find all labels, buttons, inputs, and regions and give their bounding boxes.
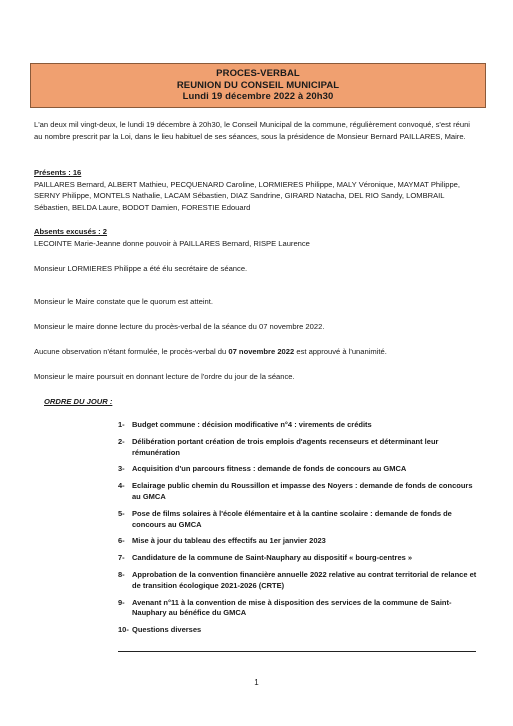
title-line-date: Lundi 19 décembre 2022 à 20h30 xyxy=(182,91,334,102)
approval-line xyxy=(34,346,480,358)
approval-text-after: est approuvé à l'unanimité. xyxy=(294,347,387,356)
agenda-item xyxy=(118,509,480,531)
approval-date: 07 novembre 2022 xyxy=(228,347,295,356)
agenda-item xyxy=(118,598,480,620)
agenda-item xyxy=(118,536,480,547)
agenda-item xyxy=(118,481,480,503)
approval-text-before: Aucune observation n'étant formulée, le procès-verbal du xyxy=(34,347,229,356)
title-banner xyxy=(30,63,486,108)
agenda-item-text: Eclairage public chemin du Roussillon et impasse des Noyers : demande de fonds de concours au GMCA xyxy=(132,481,473,501)
presents-names: PAILLARES Bernard, ALBERT Mathieu, PECQUENARD Caroline, LORMIERES Philippe, MALY Véronique, MAYMAT Philippe, SERNY Philippe, MONTELS Nathalie, LACAM Sébastien, DIAZ Sandrine, GIRARD Natacha, DEL RIO Sandy, LOMBRAIL Sébastien, BELDA Laure, BODOT Damien, FORESTIE Edouard xyxy=(34,179,460,212)
agenda-item-number: 1- xyxy=(118,420,125,429)
agenda-item xyxy=(118,570,480,592)
agenda-item-text: Approbation de la convention financière annuelle 2022 relative au contrat territorial de relance et de transition écologique 2021-2026 (CRTE) xyxy=(132,569,477,590)
agenda-item-number: 6- xyxy=(118,536,125,546)
presents-label: Présents : 16 xyxy=(34,168,82,177)
lecture-line: Monsieur le maire donne lecture du procès-verbal de la séance du 07 novembre 2022. xyxy=(34,322,325,331)
agenda-item xyxy=(118,553,480,564)
title-line-reunion: REUNION DU CONSEIL MUNICIPAL xyxy=(176,79,340,91)
agenda-item-text: Pose de films solaires à l'école élémentaire et à la cantine scolaire : demande de fonds de concours au GMCA xyxy=(132,508,452,529)
agenda-item xyxy=(118,625,480,636)
agenda-item xyxy=(118,420,480,431)
absents-label: Absents excusés : 2 xyxy=(34,227,108,236)
agenda-item-number: 8- xyxy=(118,569,125,579)
presents-section xyxy=(34,167,480,213)
agenda-item-number: 3- xyxy=(118,464,125,474)
intro-paragraph: L'an deux mil vingt-deux, le lundi 19 décembre à 20h30, le Conseil Municipal de la commune, régulièrement convoqué, s'est réuni au nombre prescrit par la Loi, dans le lieu habituel de ses séances, sous la présidence de Monsieur Bernard PAILLARES, Maire. xyxy=(34,120,470,141)
agenda-item-number: 9- xyxy=(118,597,125,607)
absents-section xyxy=(34,226,480,249)
agenda-item-number: 2- xyxy=(118,436,125,446)
ordre-du-jour-title: ORDRE DU JOUR : xyxy=(44,397,113,406)
agenda-item xyxy=(118,437,480,459)
agenda-divider xyxy=(118,651,476,652)
page-number: 1 xyxy=(254,678,259,687)
ordre-intro-line: Monsieur le maire poursuit en donnant lecture de l'ordre du jour de la séance. xyxy=(34,372,295,381)
absents-names: LECOINTE Marie-Jeanne donne pouvoir à PAILLARES Bernard, RISPE Laurence xyxy=(34,238,310,248)
agenda-item-number: 4- xyxy=(118,481,125,491)
secretary-line: Monsieur LORMIERES Philippe a été élu secrétaire de séance. xyxy=(34,264,248,273)
title-line-proces-verbal: PROCES-VERBAL xyxy=(216,68,300,79)
agenda-item-text: Questions diverses xyxy=(132,625,202,635)
agenda-item-number: 10- xyxy=(118,625,129,635)
agenda-item-number: 5- xyxy=(118,508,125,518)
agenda-item-text: Avenant n°11 à la convention de mise à disposition des services de la commune de Saint-Nauphary au bénéfice du GMCA xyxy=(132,597,452,618)
agenda-item xyxy=(118,464,480,475)
agenda-item-text: Acquisition d'un parcours fitness : demande de fonds de concours au GMCA xyxy=(132,464,407,474)
quorum-line: Monsieur le Maire constate que le quorum est atteint. xyxy=(34,297,213,306)
agenda-item-text: Délibération portant création de trois emplois d'agents recenseurs et déterminant leur rémunération xyxy=(132,436,439,457)
agenda-item-number: 7- xyxy=(118,553,125,563)
agenda-list xyxy=(118,420,480,642)
agenda-item-text: Budget commune : décision modificative n°4 : virements de crédits xyxy=(132,420,372,429)
agenda-item-text: Candidature de la commune de Saint-Nauphary au dispositif « bourg-centres » xyxy=(132,553,413,563)
agenda-item-text: Mise à jour du tableau des effectifs au 1er janvier 2023 xyxy=(132,536,326,546)
